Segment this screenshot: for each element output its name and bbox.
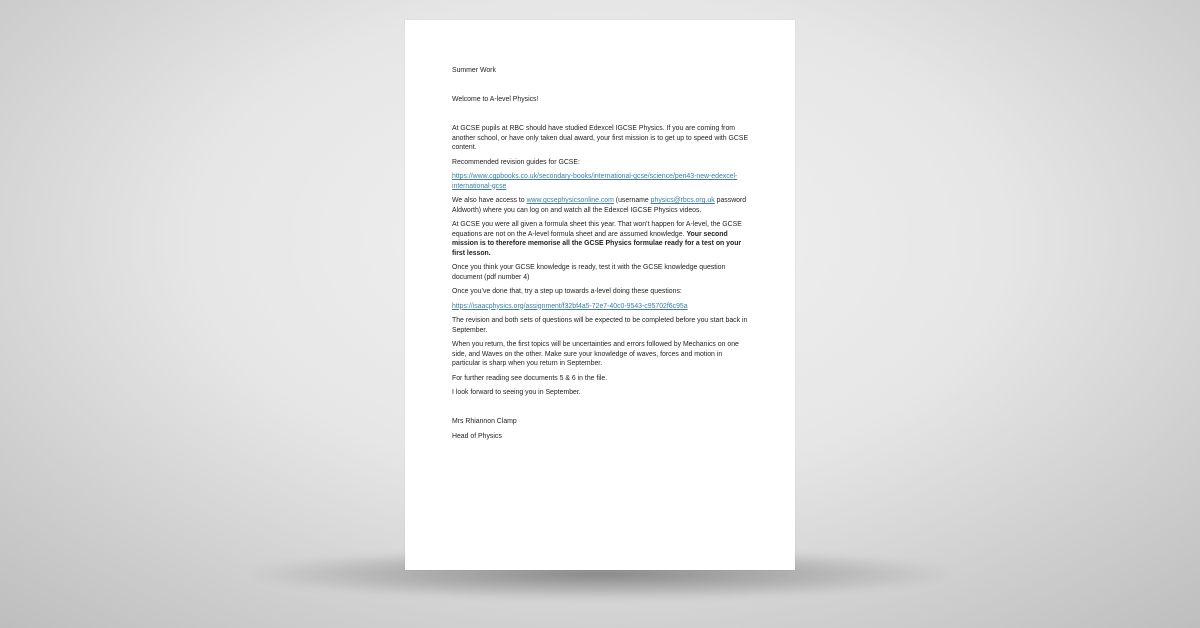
paragraph-closing: I look forward to seeing you in September.: [452, 389, 581, 396]
paragraph-first-topics: When you return, the first topics will be uncertainties and errors followed by Mechanics on one side, and Waves on the other. Make sure your knowledge of waves, forces and motion in particular is sharp when you return in September.: [452, 341, 739, 367]
paragraph-gcse-intro: At GCSE pupils at RBC should have studied Edexcel IGCSE Physics. If you are coming from another school, or have only taken dual award, your first mission is to get up to speed with GCSE content.: [452, 125, 749, 151]
signature-title: Head of Physics: [452, 432, 502, 440]
online-access-text-c: password Aldworth) where you can log on and watch all the Edexcel IGCSE Physics videos.: [452, 197, 747, 214]
paragraph-online-access: [452, 196, 750, 215]
paragraph-further-reading: For further reading see documents 5 & 6 in the file.: [452, 374, 608, 382]
letter-heading: Summer Work: [452, 67, 496, 74]
paragraph-formula-sheet: [452, 220, 750, 258]
welcome-line: Welcome to A-level Physics!: [452, 96, 539, 103]
paragraph-completion: The revision and both sets of questions will be expected to be completed before you start back in September.: [452, 317, 748, 334]
online-access-text-a: We also have access to: [452, 197, 527, 204]
isaac-physics-link[interactable]: https://isaacphysics.org/assignment/f32bf4a5-72e7-40c0-9543-c95702f6c95a: [452, 302, 688, 310]
username-email-link[interactable]: physics@rbcs.org.uk: [650, 197, 715, 204]
online-access-text-b: (username: [613, 197, 651, 204]
signature-name: Mrs Rhiannon Clamp: [452, 418, 517, 425]
paragraph-revision-guides: Recommended revision guides for GCSE:: [452, 158, 580, 166]
second-mission-text: Your second mission is to therefore memorise all the GCSE Physics formulae ready for a test on your first lesson.: [452, 230, 742, 257]
paragraph-step-up: Once you’ve done that, try a step up towards a-level doing these questions:: [452, 288, 682, 295]
letter-body: [452, 66, 750, 441]
cgp-books-link-para: [452, 172, 750, 191]
formula-sheet-text: At GCSE you were all given a formula sheet this year. That won’t happen for A-level, the GCSE equations are not on the A-level formula sheet and are assumed knowledge.: [452, 221, 742, 238]
isaac-physics-link-para: [452, 302, 750, 312]
cgp-books-link[interactable]: https://www.cgpbooks.co.uk/secondary-books/international-gcse/science/peri43-new-edexcel-international-gcse: [452, 173, 738, 190]
paragraph-knowledge-test: Once you think your GCSE knowledge is ready, test it with the GCSE knowledge question document (pdf number 4): [452, 264, 726, 281]
document-page: [405, 20, 795, 570]
gcsephysicsonline-link[interactable]: www.gcsephysicsonline.com: [526, 197, 614, 204]
